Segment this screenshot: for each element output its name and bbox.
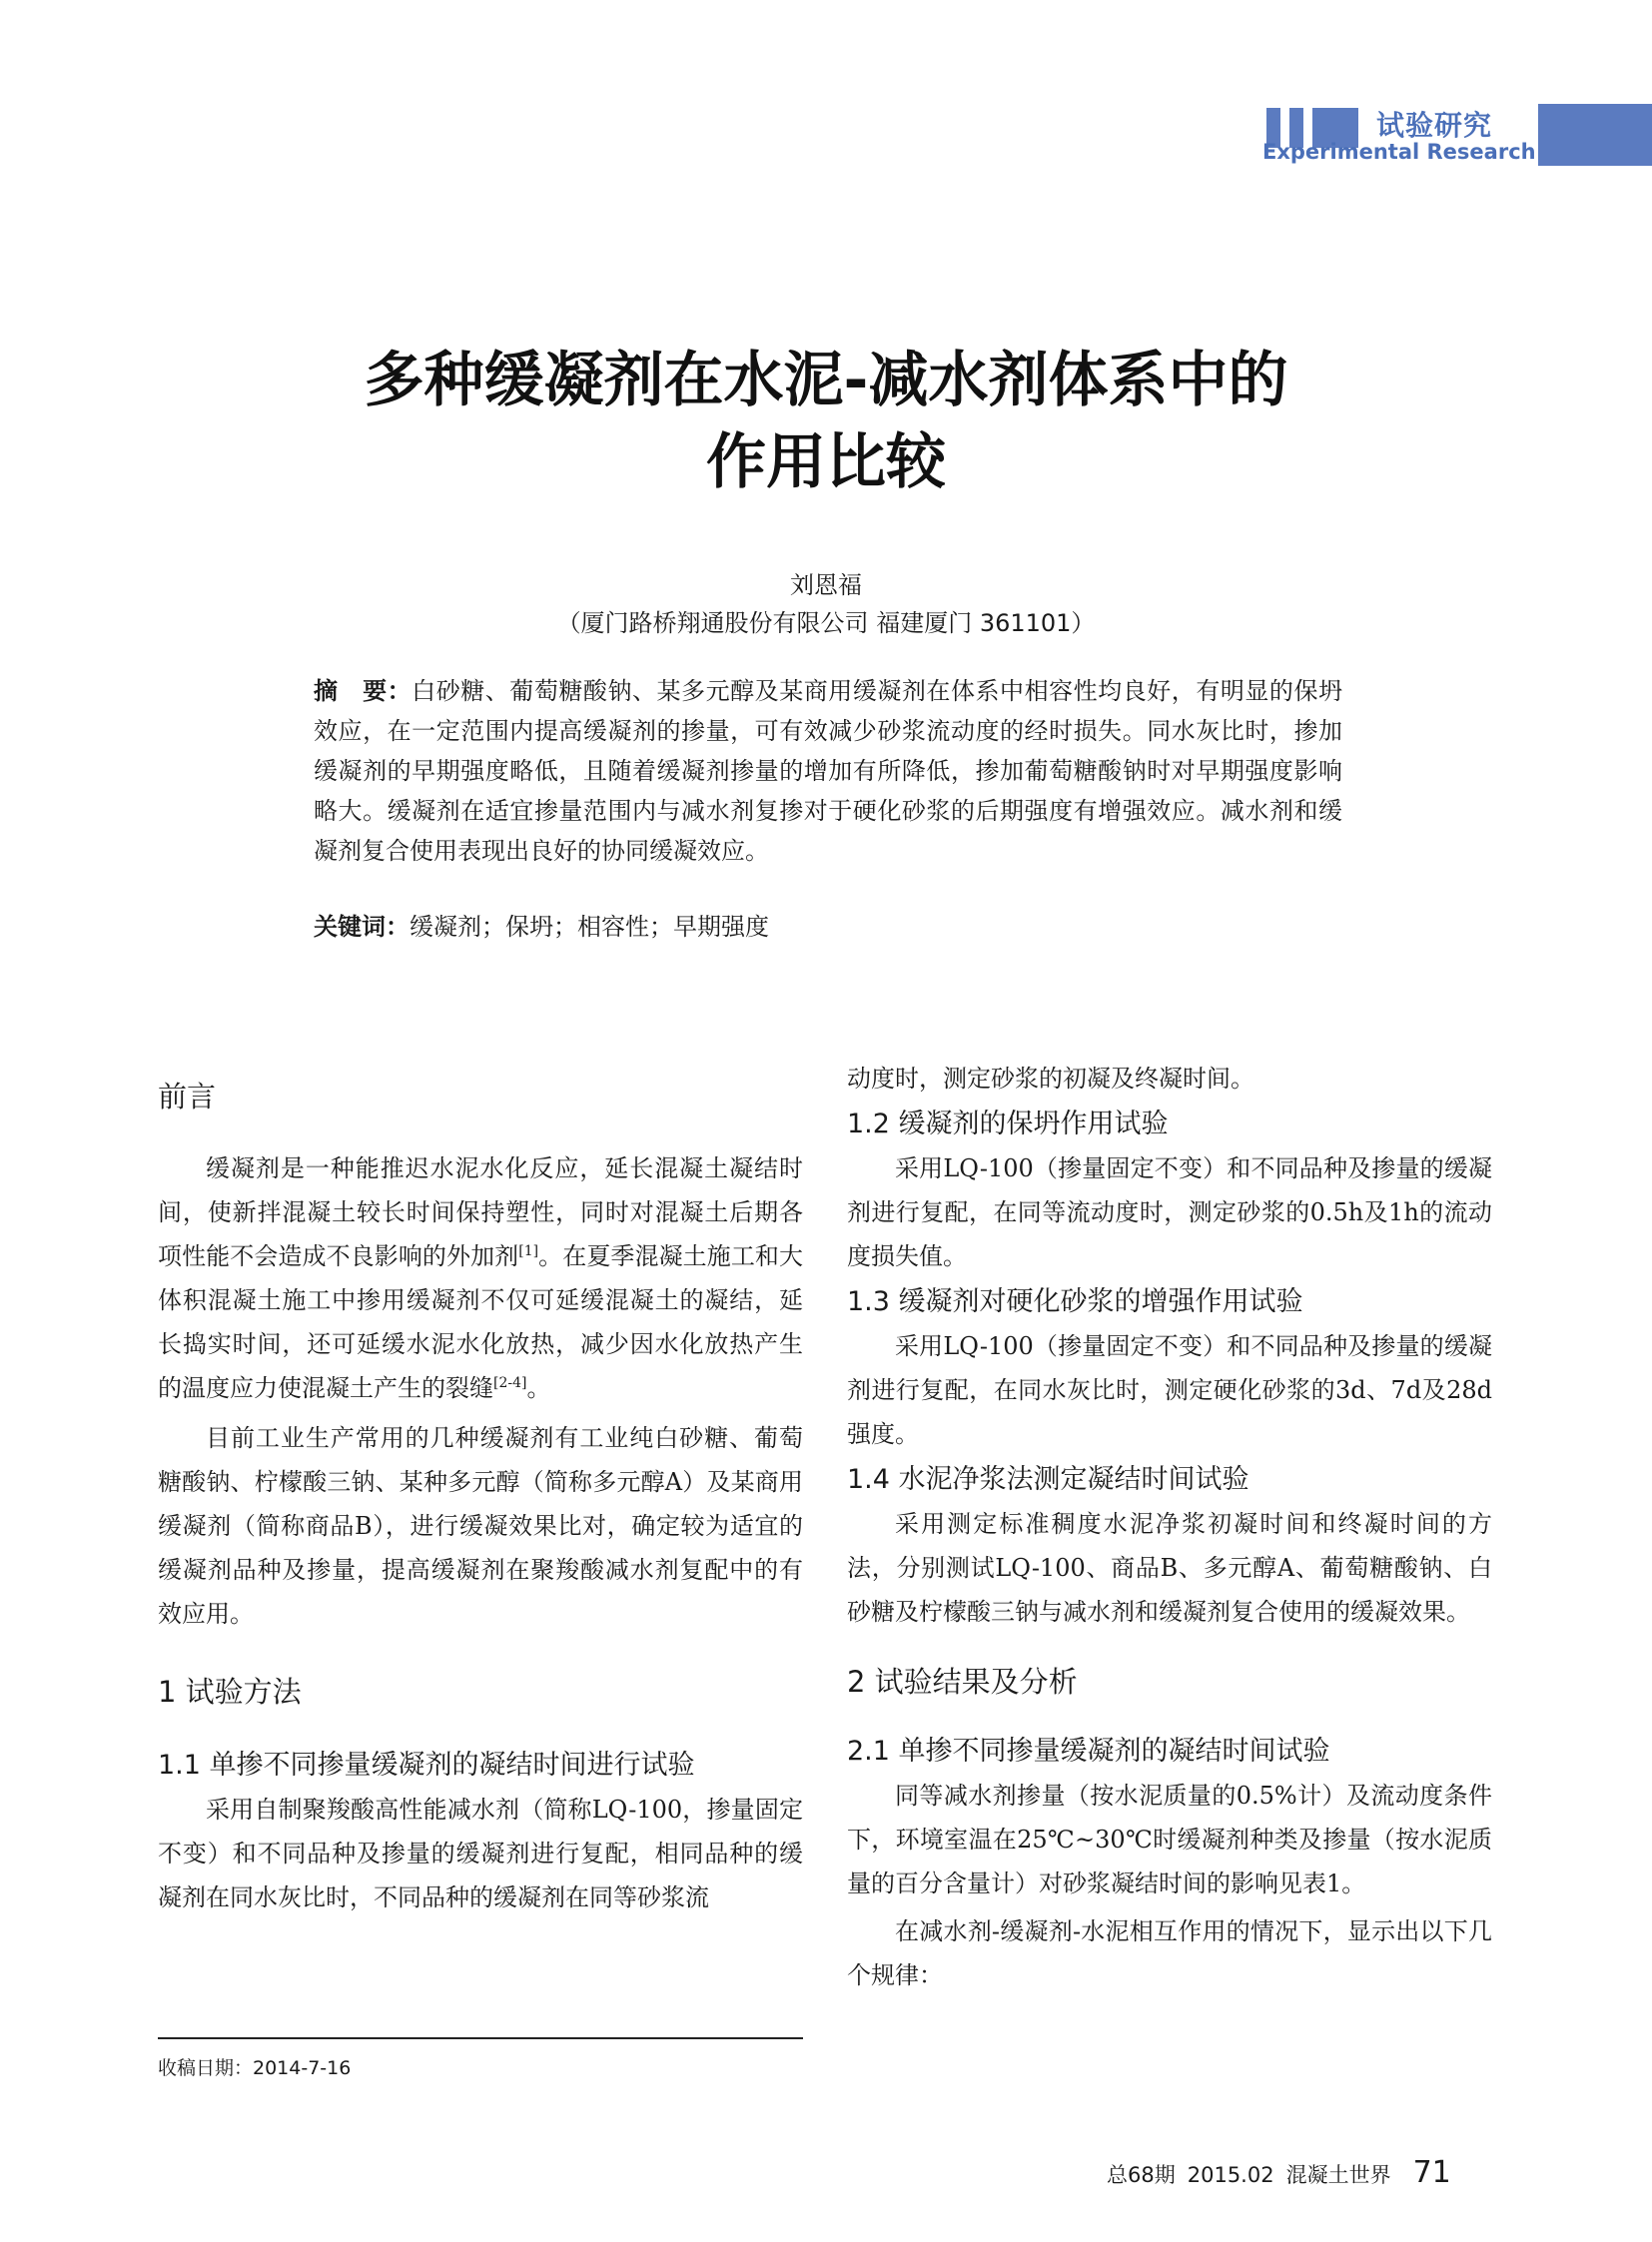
paragraph-preface-1: 缓凝剂是一种能推迟水泥水化反应，延长混凝土凝结时间，使新拌混凝土较长时间保持塑性，同时对混凝土后期各项性能不会造成不良影响的外加剂[1]。在夏季混凝土施工和大体积混凝土施工中掺用缓凝剂不仅可延缓混凝土的凝结，延长捣实时间，还可延缓水泥水化放热，减少因水化放热产生的温度应力使混凝土产生的裂缝[2-4]。 bbox=[158, 1154, 804, 1402]
heading-preface: 前言 bbox=[158, 1080, 217, 1114]
paragraph-1-4: 采用测定标准稠度水泥净浆初凝时间和终凝时间的方法，分别测试LQ-100、商品B、多元醇A、葡萄糖酸钠、白砂糖及柠檬酸三钠与减水剂和缓凝剂复合使用的缓凝效果。 bbox=[847, 1510, 1492, 1626]
author: 刘恩福 bbox=[790, 571, 862, 599]
page-footer bbox=[1107, 2155, 1451, 2190]
page-number: 71 bbox=[1412, 2155, 1451, 2190]
heading-1-1: 1.1 单掺不同掺量缓凝剂的凝结时间进行试验 bbox=[158, 1750, 695, 1781]
section-label-en: Experimental Research bbox=[1262, 140, 1536, 164]
citation: [2-4] bbox=[493, 1375, 527, 1391]
footnote-rule bbox=[158, 2037, 803, 2039]
section-label: 试验研究 bbox=[1376, 109, 1493, 142]
paragraph-2-1: 同等减水剂掺量（按水泥质量的0.5%计）及流动度条件下，环境室温在25℃~30℃时缓凝剂种类及掺量（按水泥质量的百分含量计）对砂浆凝结时间的影响见表1。 bbox=[847, 1782, 1492, 1897]
header-bar bbox=[1538, 104, 1652, 166]
abstract bbox=[314, 671, 1342, 871]
heading-methods: 1 试验方法 bbox=[158, 1675, 302, 1709]
heading-results: 2 试验结果及分析 bbox=[847, 1665, 1078, 1699]
left-column bbox=[158, 1057, 803, 1919]
citation: [1] bbox=[518, 1243, 539, 1259]
heading-2-1: 2.1 单掺不同掺量缓凝剂的凝结时间试验 bbox=[847, 1736, 1330, 1767]
keywords-text: 缓凝剂；保坍；相容性；早期强度 bbox=[410, 913, 769, 941]
affiliation: （厦门路桥翔通股份有限公司 福建厦门 361101） bbox=[556, 609, 1096, 637]
heading-1-3: 1.3 缓凝剂对硬化砂浆的增强作用试验 bbox=[847, 1286, 1303, 1317]
received-date: 收稿日期：2014-7-16 bbox=[158, 2057, 352, 2079]
paragraph-1-3: 采用LQ-100（掺量固定不变）和不同品种及掺量的缓凝剂进行复配，在同水灰比时，测定硬化砂浆的3d、7d及28d强度。 bbox=[847, 1332, 1492, 1448]
keywords bbox=[314, 907, 1342, 947]
article-title bbox=[0, 340, 1652, 503]
keywords-label: 关键词： bbox=[314, 913, 410, 941]
paragraph-2-2: 在减水剂-缓凝剂-水泥相互作用的情况下，显示出以下几个规律： bbox=[847, 1917, 1492, 1989]
issue-date: 2015.02 bbox=[1187, 2163, 1274, 2187]
abstract-label: 摘 要： bbox=[314, 677, 413, 705]
paragraph-preface-2: 目前工业生产常用的几种缓凝剂有工业纯白砂糖、葡萄糖酸钠、柠檬酸三钠、某种多元醇（简称多元醇A）及某商用缓凝剂（简称商品B），进行缓凝效果比对，确定较为适宜的缓凝剂品种及掺量，提高缓凝剂在聚羧酸减水剂复配中的有效应用。 bbox=[158, 1424, 803, 1628]
title-line-1: 多种缓凝剂在水泥-减水剂体系中的 bbox=[364, 346, 1288, 415]
paragraph-1-2: 采用LQ-100（掺量固定不变）和不同品种及掺量的缓凝剂进行复配，在同等流动度时，测定砂浆的0.5h及1h的流动度损失值。 bbox=[847, 1154, 1492, 1270]
heading-1-2: 1.2 缓凝剂的保坍作用试验 bbox=[847, 1109, 1169, 1139]
heading-1-4: 1.4 水泥净浆法测定凝结时间试验 bbox=[847, 1464, 1249, 1495]
paragraph-1-1-continued: 动度时，测定砂浆的初凝及终凝时间。 bbox=[847, 1065, 1254, 1093]
paragraph-1-1: 采用自制聚羧酸高性能减水剂（简称LQ-100，掺量固定不变）和不同品种及掺量的缓凝剂进行复配，相同品种的缓凝剂在同水灰比时，不同品种的缓凝剂在同等砂浆流 bbox=[158, 1796, 803, 1911]
abstract-text: 白砂糖、葡萄糖酸钠、某多元醇及某商用缓凝剂在体系中相容性均良好，有明显的保坍效应，在一定范围内提高缓凝剂的掺量，可有效减少砂浆流动度的经时损失。同水灰比时，掺加缓凝剂的早期强度略低，且随着缓凝剂掺量的增加有所降低，掺加葡萄糖酸钠时对早期强度影响略大。缓凝剂在适宜掺量范围内与减水剂复掺对于硬化砂浆的后期强度有增强效应。减水剂和缓凝剂复合使用表现出良好的协同缓凝效应。 bbox=[314, 677, 1343, 865]
journal-name: 混凝土世界 bbox=[1285, 2163, 1391, 2187]
right-column bbox=[847, 1057, 1492, 1997]
issue-number: 总68期 bbox=[1107, 2163, 1176, 2187]
title-line-2: 作用比较 bbox=[706, 427, 946, 497]
